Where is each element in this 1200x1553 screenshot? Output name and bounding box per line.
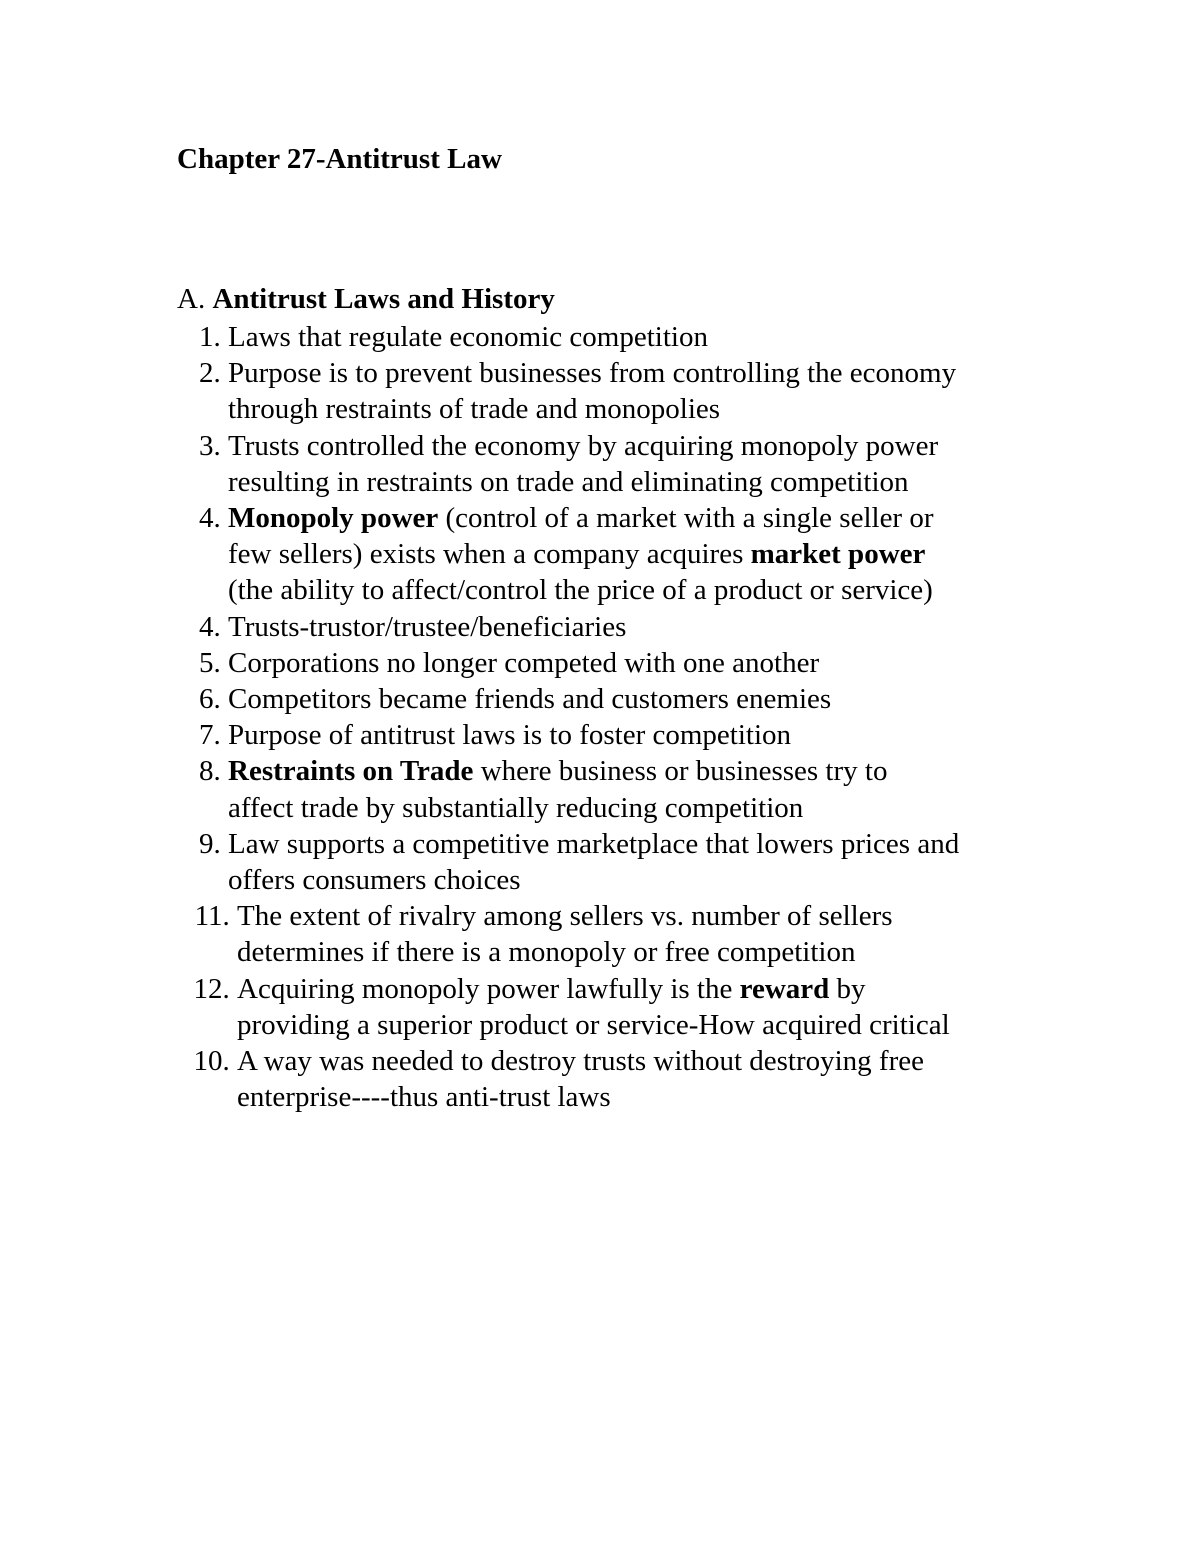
text-run: affect trade by substantially reducing competition	[228, 791, 804, 824]
text-run: offers consumers choices	[228, 864, 521, 897]
text-run: few sellers) exists when a company acquires	[228, 538, 751, 571]
list-item-number: 1.	[199, 321, 228, 353]
list-item-line	[228, 826, 1077, 862]
list-item-text	[228, 428, 1077, 500]
text-run: Purpose is to prevent businesses from controlling the economy	[228, 357, 957, 390]
list-item-number: 6.	[199, 683, 228, 716]
text-run: through restraints of trade and monopolies	[228, 393, 721, 426]
list-item-line	[237, 971, 1077, 1007]
list-item-text	[228, 826, 1077, 898]
list-item	[177, 428, 1077, 500]
text-run: Laws that regulate economic competition	[228, 321, 708, 353]
list-item-line	[228, 862, 1077, 898]
list-item-text	[228, 609, 1077, 645]
list-item-line	[228, 319, 1077, 355]
text-run: where business or businesses try to	[473, 755, 888, 788]
list-item-number: 10.	[193, 1045, 237, 1078]
list-item	[177, 681, 1077, 717]
list-item	[177, 826, 1077, 898]
list-item-text	[228, 717, 1077, 753]
text-run: Competitors became friends and customers enemies	[228, 683, 832, 716]
list-item-text	[228, 681, 1077, 717]
list-item	[177, 898, 1077, 970]
list-item	[177, 609, 1077, 645]
text-run: Trusts controlled the economy by acquiring monopoly power	[228, 429, 939, 462]
section-heading	[177, 283, 555, 316]
text-run: (the ability to affect/control the price of a product or service)	[228, 574, 933, 607]
list-item-line	[228, 428, 1077, 464]
text-run: Acquiring monopoly power lawfully is the	[237, 972, 740, 1005]
page-title: Chapter 27-Antitrust Law	[177, 143, 502, 175]
list-item	[177, 717, 1077, 753]
list-item-line	[228, 645, 1077, 681]
list-item-number: 12.	[193, 972, 237, 1005]
text-run: Purpose of antitrust laws is to foster competition	[228, 719, 792, 752]
list-item-number: 8.	[199, 755, 228, 788]
text-run: A way was needed to destroy trusts without destroying free	[237, 1045, 924, 1078]
list-item-number: 2.	[199, 357, 228, 390]
list-item	[177, 645, 1077, 681]
list-item-number: 5.	[199, 646, 228, 679]
list-item	[177, 753, 1077, 825]
list-item-text	[237, 898, 1077, 970]
list-item-line	[237, 934, 1077, 970]
text-run: enterprise----thus anti-trust laws	[237, 1081, 611, 1114]
text-run: determines if there is a monopoly or free competition	[237, 936, 856, 969]
text-run: resulting in restraints on trade and eliminating competition	[228, 465, 909, 498]
list-item-text	[228, 645, 1077, 681]
list-item-text	[237, 971, 1077, 1043]
list-item-line	[228, 464, 1077, 500]
list-item-text	[228, 319, 1077, 355]
text-run: by	[829, 972, 866, 1005]
list-item-line	[228, 536, 1077, 572]
list-item	[177, 319, 1077, 355]
list-item-line	[228, 609, 1077, 645]
text-run: The extent of rivalry among sellers vs. number of sellers	[237, 900, 893, 933]
text-run: providing a superior product or service-How acquired critical	[237, 1008, 950, 1041]
list-item	[177, 1043, 1077, 1115]
list-item-number: 3.	[199, 429, 228, 462]
text-run: Trusts-trustor/trustee/beneficiaries	[228, 610, 627, 643]
list-item-line	[228, 355, 1077, 391]
list-item-line	[228, 391, 1077, 427]
list-item-line	[237, 1079, 1077, 1115]
list-item-line	[228, 717, 1077, 753]
list-item-text	[237, 1043, 1077, 1115]
section-marker: A.	[177, 283, 206, 315]
list-item-number: 4.	[199, 610, 228, 643]
list-item-line	[228, 753, 1077, 789]
bold-term: Monopoly power	[228, 502, 439, 535]
list-item-text	[228, 355, 1077, 427]
list-item-text	[228, 500, 1077, 609]
list-item	[177, 355, 1077, 427]
list-item-line	[228, 790, 1077, 826]
bold-term: market power	[750, 538, 926, 571]
list-item-line	[237, 1007, 1077, 1043]
text-run: (control of a market with a single seller or	[438, 502, 934, 535]
list-item-line	[237, 1043, 1077, 1079]
list-item-text	[228, 753, 1077, 825]
bold-term: Restraints on Trade	[228, 755, 474, 788]
text-run: Law supports a competitive marketplace that lowers prices and	[228, 827, 960, 860]
list-item-number: 7.	[199, 719, 228, 752]
list-item-number: 9.	[199, 827, 228, 860]
bold-term: reward	[739, 972, 830, 1005]
text-run: Corporations no longer competed with one another	[228, 646, 820, 679]
list-item	[177, 971, 1077, 1043]
list-item-line	[237, 898, 1077, 934]
list-item-line	[228, 681, 1077, 717]
list-item-line	[228, 572, 1077, 608]
list-item-number: 11.	[194, 900, 237, 933]
section-heading-text: Antitrust Laws and History	[212, 283, 555, 315]
outline-list	[177, 319, 1077, 1115]
list-item-number: 4.	[199, 502, 228, 535]
list-item-line	[228, 500, 1077, 536]
list-item	[177, 500, 1077, 609]
